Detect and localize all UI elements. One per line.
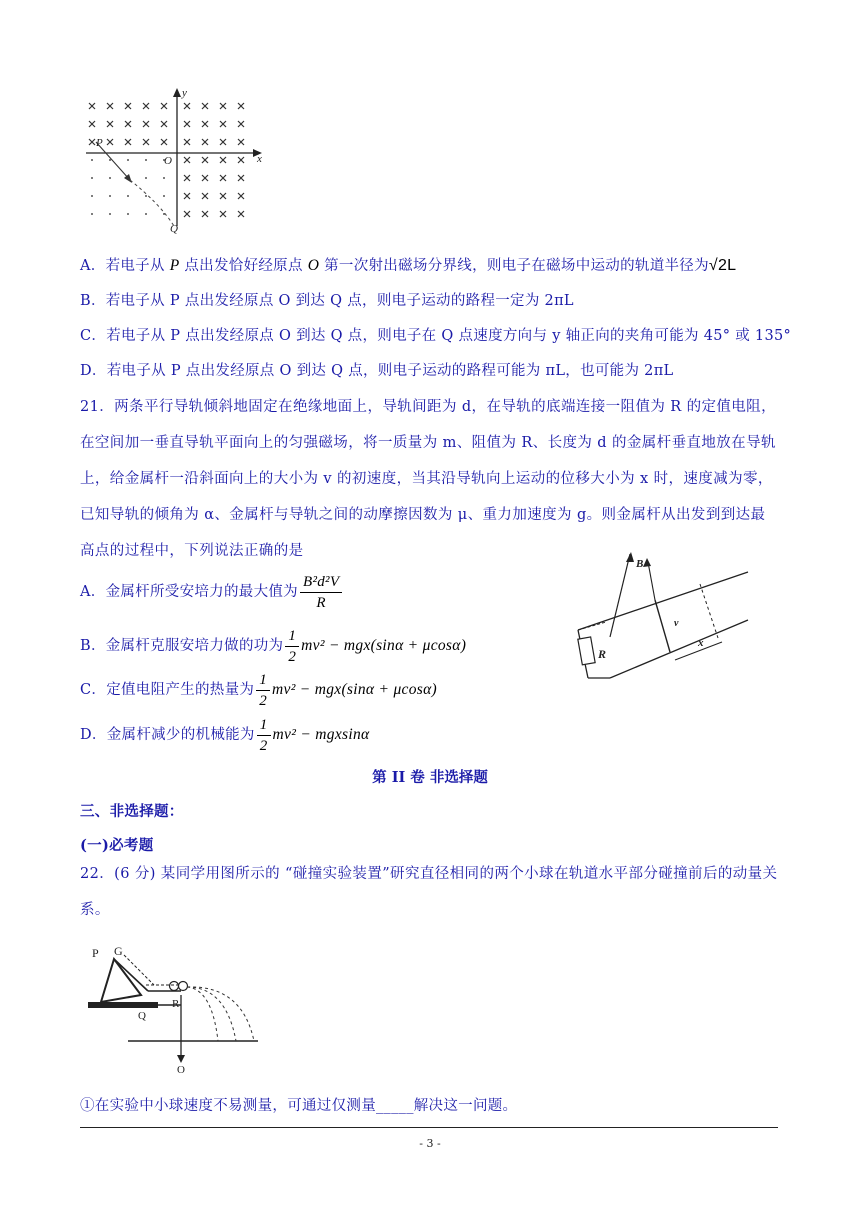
field-cross-mark: [161, 139, 167, 145]
field-cross-mark: [238, 211, 244, 217]
footer-rule: [80, 1127, 778, 1128]
half-fraction: $\frac{1}{2}$: [257, 715, 271, 756]
field-cross-mark: [220, 121, 226, 127]
resistor: [578, 637, 595, 665]
track-dash: [124, 955, 154, 985]
q21-stem: 21．两条平行导轨倾斜地固定在绝缘地面上，导轨间距为 d，在导轨的底端连接一阻值为 R 的定值电阻，在空间加一垂直导轨平面向上的匀强磁场，将一质量为 m、阻值为 R、长度为 d 的金属杆垂直地放在导轨上，给金属杆一沿斜面向上的大小为 v 的初速度，当其沿导轨向上运动的位移大小为 x 时，速度减为零，已知导轨的倾角为 α、金属杆与导轨之间的动摩擦因数为 μ、重力加速度为 g。则金属杆从出发到到达最高点的过程中，下列说法正确的是: [80, 399, 776, 559]
q21-option-c-expr: mv² − mgx(sinα + μcosα): [272, 681, 438, 698]
field-cross-mark: [184, 193, 190, 199]
field-free-dot: [109, 195, 111, 197]
q21-option-b: [80, 624, 466, 668]
velocity-line: [648, 562, 655, 600]
volume-title: 第 II 卷 非选择题: [372, 769, 488, 786]
half-fraction: $\frac{1}{2}$: [285, 626, 299, 667]
q20-option-a-mid2: 第一次射出磁场分界线，则电子在磁场中运动的轨道半径为: [319, 258, 709, 274]
resistor-label: R: [598, 647, 607, 661]
field-free-dot: [127, 195, 129, 197]
point-p-label: P: [96, 137, 103, 149]
q21-option-d: [80, 713, 369, 757]
field-cross-mark: [238, 175, 244, 181]
field-free-dot: [163, 177, 165, 179]
field-cross-mark: [184, 175, 190, 181]
field-cross-mark: [184, 103, 190, 109]
ball-two: [179, 982, 188, 991]
q22-stem: 22．(6 分) 某同学用图所示的 “碰撞实验装置”研究直径相同的两个小球在轨道水平部分碰撞前后的动量关系。: [80, 866, 778, 918]
field-free-dot: [163, 195, 165, 197]
q21-option-b-text: B．金属杆克服安培力做的功为: [80, 638, 284, 654]
field-free-dot: [145, 159, 147, 161]
origin-label: O: [164, 155, 172, 167]
trajectory-2: [187, 987, 236, 1041]
y-axis-arrow: [173, 88, 181, 97]
field-cross-mark: [220, 211, 226, 217]
magnetic-field-figure: [82, 86, 267, 234]
field-cross-mark: [184, 211, 190, 217]
field-cross-mark: [161, 103, 167, 109]
q20-option-d: D．若电子从 P 点出发经原点 O 到达 Q 点，则电子运动的路程可能为 πL，也可能为 2πL: [80, 363, 674, 379]
q20-option-b: B．若电子从 P 点出发经原点 O 到达 Q 点，则电子运动的路程一定为 2πL: [80, 293, 574, 309]
label-q: Q: [138, 1010, 146, 1022]
label-p: P: [92, 946, 99, 960]
q21-option-a: [80, 570, 344, 614]
required-heading: (一)必考题: [80, 837, 154, 854]
field-cross-mark: [202, 211, 208, 217]
part-three-heading: 三、非选择题：: [80, 803, 184, 820]
field-free-dot: [145, 195, 147, 197]
field-cross-mark: [125, 103, 131, 109]
q20-option-a-prefix: A．若电子从: [80, 258, 170, 274]
base-plank: [88, 1002, 158, 1008]
field-cross-mark: [220, 103, 226, 109]
q21-option-b-expr: mv² − mgx(sinα + μcosα): [301, 637, 467, 654]
field-cross-mark: [202, 157, 208, 163]
field-cross-mark: [125, 121, 131, 127]
q20-option-a-mid1: 点出发恰好经原点: [179, 258, 308, 274]
q22-item-1: ①在实验中小球速度不易测量，可通过仅测量_____解决这一问题。: [80, 1098, 518, 1114]
field-cross-mark: [107, 139, 113, 145]
point-p: P: [169, 257, 180, 274]
field-free-dot: [127, 159, 129, 161]
field-cross-mark: [184, 121, 190, 127]
track: [114, 959, 148, 991]
displacement-label: x: [698, 637, 704, 649]
b-field-arrow: [626, 552, 634, 562]
field-cross-mark: [238, 121, 244, 127]
field-cross-mark: [220, 175, 226, 181]
fraction-denominator: R: [316, 594, 326, 611]
field-cross-mark: [238, 103, 244, 109]
rod-end-dashed: [700, 584, 718, 638]
trajectory-1: [187, 987, 218, 1041]
field-free-dot: [91, 195, 93, 197]
label-o: O: [177, 1064, 185, 1075]
field-cross-mark: [143, 103, 149, 109]
field-cross-mark: [184, 139, 190, 145]
field-cross-mark: [125, 139, 131, 145]
field-cross-mark: [202, 121, 208, 127]
q20-option-a: [80, 256, 736, 276]
field-cross-mark: [238, 139, 244, 145]
field-free-dot: [91, 159, 93, 161]
field-cross-mark: [143, 139, 149, 145]
collision-apparatus-figure: [86, 945, 266, 1075]
q21-option-c: [80, 668, 437, 712]
metal-rod: [655, 600, 670, 652]
plumb-arrow: [177, 1055, 185, 1063]
field-cross-mark: [89, 139, 95, 145]
field-free-dot: [91, 213, 93, 215]
fraction-numerator: B²d²V: [300, 572, 342, 593]
ball-one: [170, 982, 179, 991]
point-q-label: Q: [170, 223, 178, 234]
field-cross-mark: [238, 193, 244, 199]
field-cross-mark: [107, 103, 113, 109]
field-free-dot: [109, 159, 111, 161]
q21-option-c-text: C．定值电阻产生的热量为: [80, 682, 255, 698]
field-cross-mark: [107, 121, 113, 127]
label-g: G: [114, 945, 123, 958]
rail-upper: [578, 572, 748, 630]
q21-option-d-text: D．金属杆减少的机械能为: [80, 727, 255, 743]
radius-value: √2L: [708, 257, 737, 274]
electron-path-dashed: [130, 180, 174, 226]
half-fraction: $\frac{1}{2}$: [256, 670, 270, 711]
trajectory-3: [187, 987, 254, 1041]
point-o: O: [307, 257, 320, 274]
field-cross-mark: [238, 157, 244, 163]
field-cross-mark: [184, 157, 190, 163]
field-cross-mark: [202, 175, 208, 181]
field-free-dot: [127, 213, 129, 215]
field-cross-mark: [220, 139, 226, 145]
field-cross-mark: [89, 121, 95, 127]
q21-option-a-text: A．金属杆所受安培力的最大值为: [80, 584, 298, 600]
field-cross-mark: [202, 193, 208, 199]
field-free-dot: [91, 177, 93, 179]
field-cross-mark: [202, 139, 208, 145]
q21-option-d-expr: mv² − mgxsinα: [272, 726, 370, 743]
field-free-dot: [109, 213, 111, 215]
field-free-dot: [109, 177, 111, 179]
velocity-arrow: [643, 558, 651, 567]
inclined-rails-figure: [570, 552, 755, 682]
page-number: - 3 -: [419, 1137, 441, 1150]
field-cross-mark: [220, 157, 226, 163]
ampere-force-fraction: [300, 572, 342, 613]
field-free-dot: [145, 213, 147, 215]
b-field-line: [610, 554, 630, 637]
field-cross-mark: [143, 121, 149, 127]
b-field-label: B: [636, 558, 644, 570]
field-cross-mark: [220, 193, 226, 199]
rail-lower: [610, 620, 748, 678]
field-cross-mark: [89, 103, 95, 109]
field-cross-mark: [161, 121, 167, 127]
field-free-dots: [91, 159, 165, 215]
q20-option-c: C．若电子从 P 点出发经原点 O 到达 Q 点，则电子在 Q 点速度方向与 y 轴正向的夹角可能为 45° 或 135°: [80, 328, 792, 344]
y-axis-label: y: [182, 87, 187, 99]
x-axis-label: x: [257, 153, 262, 165]
label-r: R: [172, 998, 180, 1010]
field-free-dot: [145, 177, 147, 179]
field-cross-mark: [202, 103, 208, 109]
velocity-label: v: [674, 618, 679, 629]
